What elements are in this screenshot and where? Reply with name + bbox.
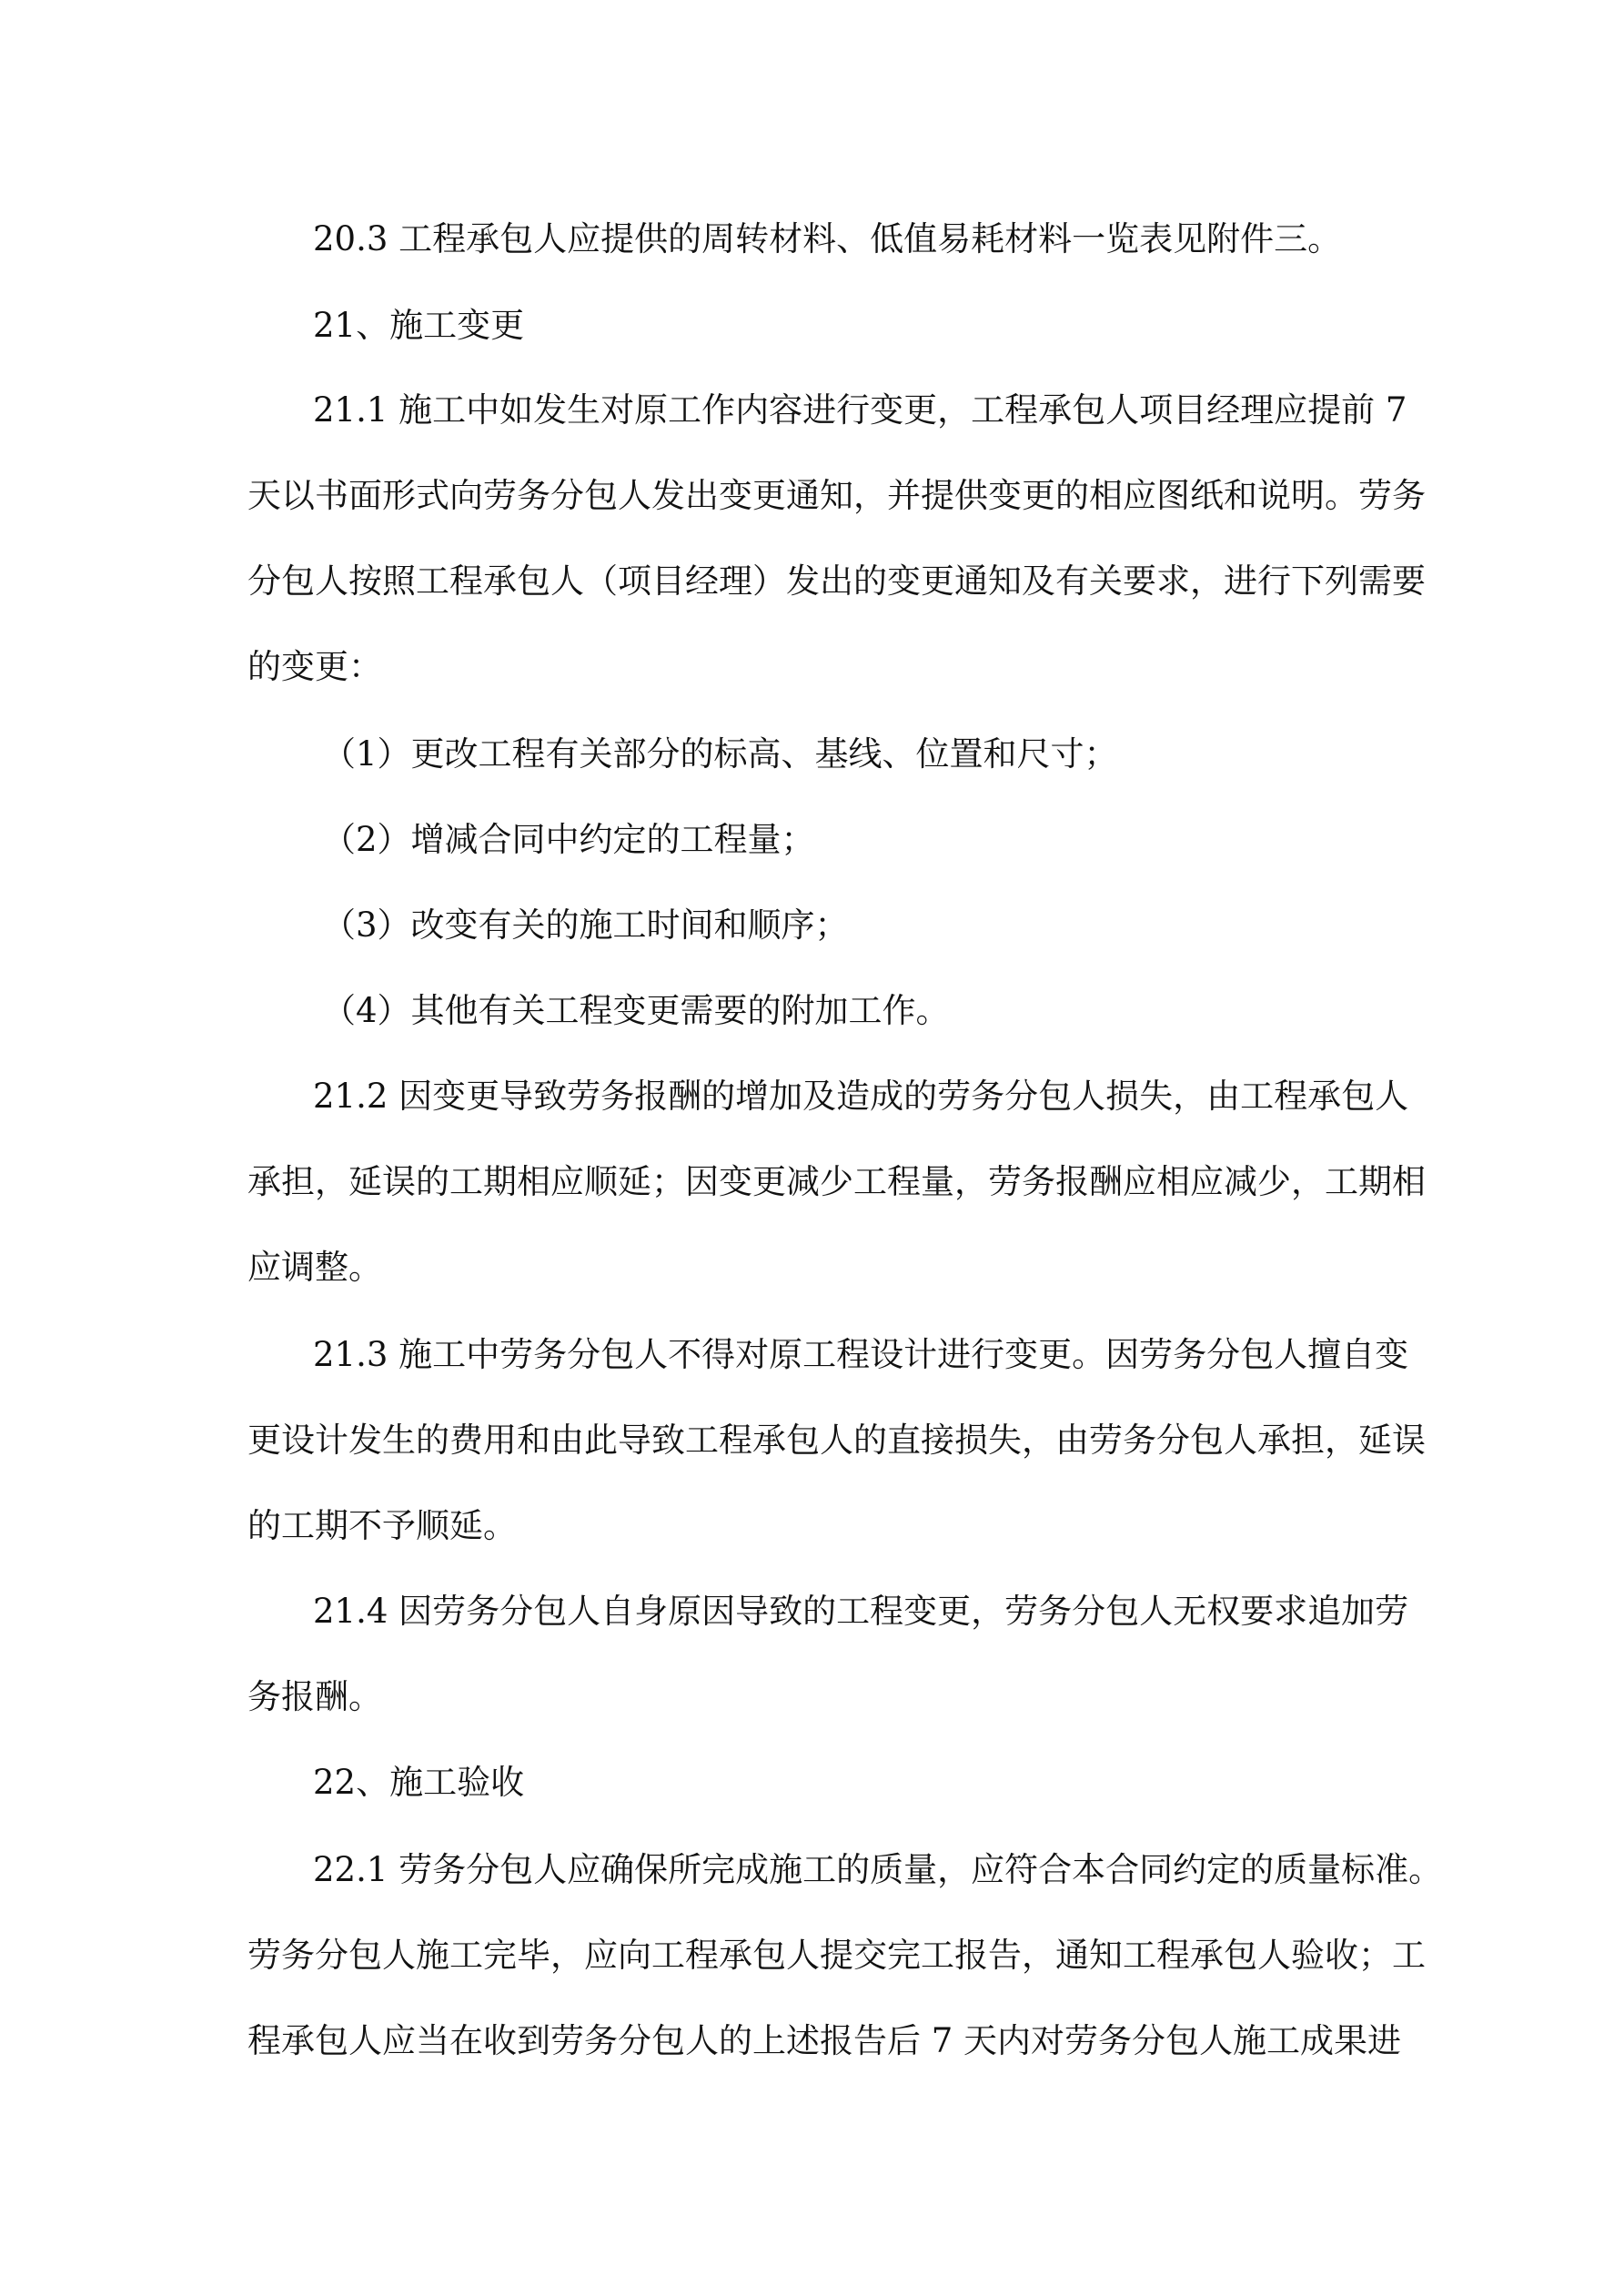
line-text: 天以书面形式向劳务分包人发出变更通知，并提供变更的相应图纸和说明。劳务 [247, 476, 1426, 515]
line-text: （3）改变有关的施工时间和顺序； [322, 905, 849, 945]
line-text: 21.2 因变更导致劳务报酬的增加及造成的劳务分包人损失，由工程承包人 [313, 1077, 1409, 1116]
line-text: 的变更： [247, 647, 382, 686]
line-text: （2）增减合同中约定的工程量； [322, 820, 815, 859]
line-text: 21、施工变更 [313, 306, 525, 345]
line-text: 应调整。 [247, 1248, 382, 1287]
line-text: 21.1 施工中如发生对原工作内容进行变更，工程承包人项目经理应提前 7 [313, 390, 1407, 430]
line-text: 21.4 因劳务分包人自身原因导致的工程变更，劳务分包人无权要求追加劳 [313, 1592, 1409, 1631]
line-text: 务报酬。 [247, 1677, 382, 1716]
line-text: （4）其他有关工程变更需要的附加工作。 [322, 991, 950, 1030]
line-text: 21.3 施工中劳务分包人不得对原工程设计进行变更。因劳务分包人擅自变 [313, 1335, 1409, 1374]
line-text: 承担，延误的工期相应顺延；因变更减少工程量，劳务报酬应相应减少，工期相 [247, 1162, 1426, 1201]
line-text: 22.1 劳务分包人应确保所完成施工的质量，应符合本合同约定的质量标准。 [313, 1850, 1443, 1889]
line-text: 分包人按照工程承包人（项目经理）发出的变更通知及有关要求，进行下列需要 [247, 561, 1426, 601]
line-text: 20.3 工程承包人应提供的周转材料、低值易耗材料一览表见附件三。 [313, 219, 1342, 258]
line-text: 更设计发生的费用和由此导致工程承包人的直接损失，由劳务分包人承担，延误 [247, 1421, 1426, 1460]
line-text: 程承包人应当在收到劳务分包人的上述报告后 7 天内对劳务分包人施工成果进 [247, 2021, 1402, 2060]
line-text: （1）更改工程有关部分的标高、基线、位置和尺寸； [322, 734, 1118, 774]
line-text: 劳务分包人施工完毕，应向工程承包人提交完工报告，通知工程承包人验收；工 [247, 1936, 1426, 1975]
line-text: 的工期不予顺延。 [247, 1506, 517, 1545]
line-text: 22、施工验收 [313, 1763, 525, 1802]
